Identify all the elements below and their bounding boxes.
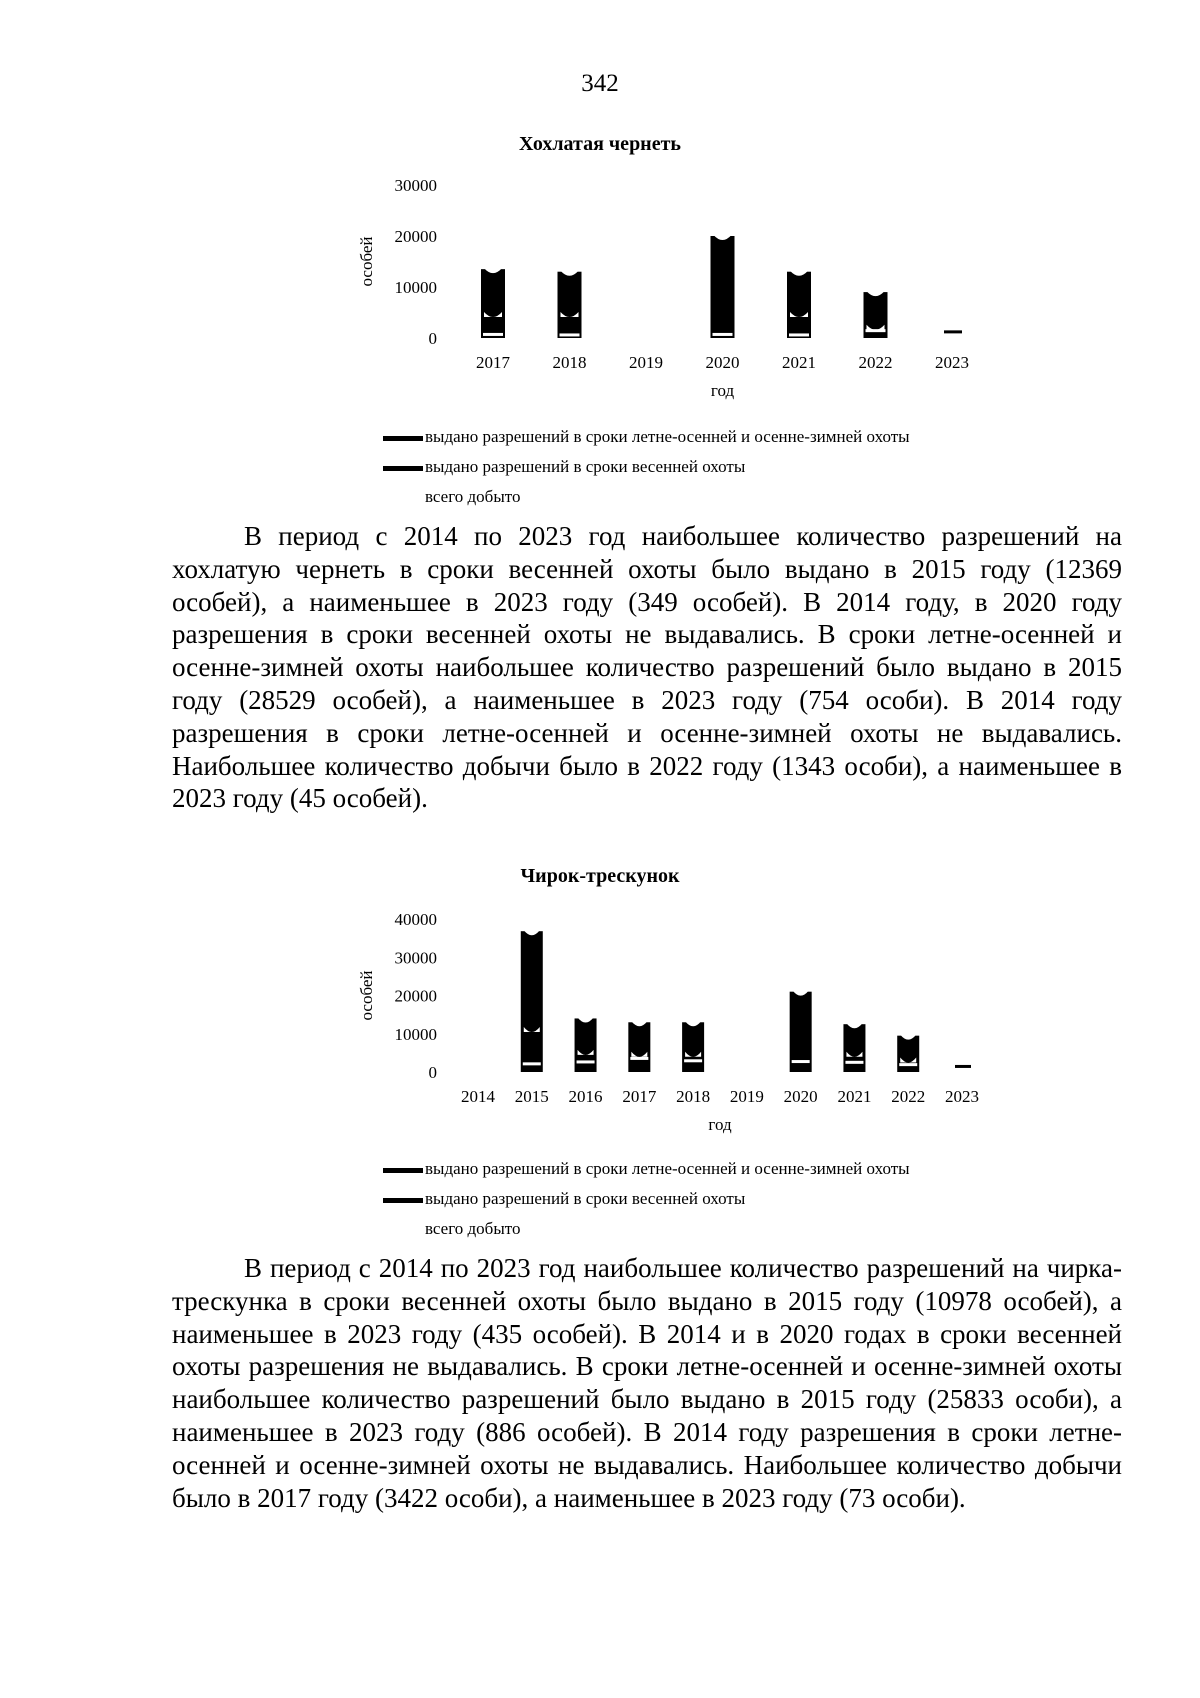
bar-total-marker xyxy=(684,1059,702,1062)
legend-swatch xyxy=(383,1198,423,1203)
legend-label: выдано разрешений в сроки весенней охоты xyxy=(425,457,746,476)
bar-total-marker xyxy=(577,1060,595,1063)
x-tick-label: 2021 xyxy=(837,1087,872,1106)
bar-total-marker xyxy=(630,1057,648,1060)
x-tick-label: 2021 xyxy=(782,353,816,372)
legend-item-spring xyxy=(383,1184,1083,1214)
legend-swatch xyxy=(383,1228,423,1233)
paragraph-chernet: В период с 2014 по 2023 год наибольшее количество разрешений на хохлатую чернеть в сроки весенней охоты было выдано в 2015 году (12369 особей), а наименьшее в 2023 году (349 особей). В 2014 году, в 2020 году разрешения в сроки весенней охоты не выдавались. В сроки летне-осенней и осенне-зимней охоты наибольшее количество разрешений было выдано в 2015 году (28529 особей), а наименьшее в 2023 году (754 особи). В 2014 году разрешения в сроки летне-осенней и осенне-зимней охоты не выдавались. Наибольшее количество добычи было в 2022 году (1343 особи), а наименьшее в 2023 году (45 особей). xyxy=(172,521,1122,814)
page-number: 342 xyxy=(581,70,619,97)
chart-legend xyxy=(383,1154,1083,1244)
legend-label: всего добыто xyxy=(425,1219,521,1238)
legend-swatch xyxy=(383,1168,423,1173)
bar-autumn xyxy=(521,931,543,1072)
legend-label: всего добыто xyxy=(425,487,521,506)
x-tick-label: 2020 xyxy=(705,353,740,372)
y-axis-label: особей xyxy=(357,236,376,287)
x-axis-label: год xyxy=(708,1115,732,1134)
bar-total-marker xyxy=(792,1060,810,1063)
x-tick-label: 2023 xyxy=(935,353,969,372)
x-tick-label: 2014 xyxy=(461,1087,495,1106)
bar-autumn xyxy=(790,992,812,1072)
bar-total-marker xyxy=(523,1062,541,1065)
bar-total-marker xyxy=(845,1061,863,1064)
bar-autumn xyxy=(628,1022,650,1072)
paragraph-chirok: В период с 2014 по 2023 год наибольшее количество разрешений на чирка-трескунка в сроки весенней охоты было выдано в 2015 году (10978 особей), а наименьшее в 2023 году (435 особей). В 2014 и в 2020 годах в сроки весенней охоты разрешения не выдавались. В сроки летне-осенней и осенне-зимней охоты наибольшее количество разрешений было выдано в 2015 году (25833 особи), а наименьшее в 2023 году (886 особей). В 2014 году разрешения в сроки летне-осенней и осенне-зимней охоты не выдавались. Наибольшее количество добычи было в 2017 году (3422 особи), а наименьшее в 2023 году (73 особи). xyxy=(172,1253,1122,1513)
y-tick-label: 0 xyxy=(428,1063,437,1082)
chart-title: Хохлатая чернеть xyxy=(518,133,681,155)
x-tick-label: 2017 xyxy=(622,1087,657,1106)
x-tick-label: 2022 xyxy=(891,1087,926,1106)
x-tick-label: 2018 xyxy=(552,353,587,372)
x-tick-label: 2017 xyxy=(476,353,510,372)
legend-label: выдано разрешений в сроки весенней охоты xyxy=(425,1189,746,1208)
x-tick-label: 2019 xyxy=(729,1087,764,1106)
legend-label: выдано разрешений в сроки летне-осенней и осенне-зимней охоты xyxy=(425,1159,910,1178)
x-tick-label: 2015 xyxy=(514,1087,549,1106)
y-tick-label: 20000 xyxy=(394,986,437,1006)
chart-title: Чирок-трескунок xyxy=(520,865,680,887)
bar-autumn xyxy=(897,1036,919,1072)
legend-item-total xyxy=(383,1214,1083,1244)
y-tick-label: 0 xyxy=(428,329,437,348)
legend-label: выдано разрешений в сроки летне-осенней и осенне-зимней охоты xyxy=(425,427,910,446)
y-axis-label: особей xyxy=(357,970,376,1021)
legend-item-autumn xyxy=(383,1154,1083,1184)
x-tick-label: 2019 xyxy=(629,353,663,372)
x-tick-label: 2022 xyxy=(858,353,893,372)
bar-autumn xyxy=(682,1022,704,1072)
y-tick-label: 40000 xyxy=(394,910,437,929)
x-tick-label: 2018 xyxy=(676,1087,711,1106)
bar-total-marker xyxy=(899,1063,917,1066)
y-tick-label: 30000 xyxy=(394,176,437,195)
y-tick-label: 10000 xyxy=(394,1024,437,1044)
bar-autumn xyxy=(955,1065,971,1068)
bar-autumn xyxy=(575,1018,597,1072)
y-tick-label: 30000 xyxy=(394,948,437,968)
y-tick-label: 10000 xyxy=(394,278,437,297)
x-tick-label: 2023 xyxy=(945,1087,979,1106)
x-axis-label: год xyxy=(710,381,735,400)
x-tick-label: 2020 xyxy=(783,1087,818,1106)
bar-autumn xyxy=(843,1024,865,1072)
x-tick-label: 2016 xyxy=(568,1087,603,1106)
y-tick-label: 20000 xyxy=(394,227,437,246)
